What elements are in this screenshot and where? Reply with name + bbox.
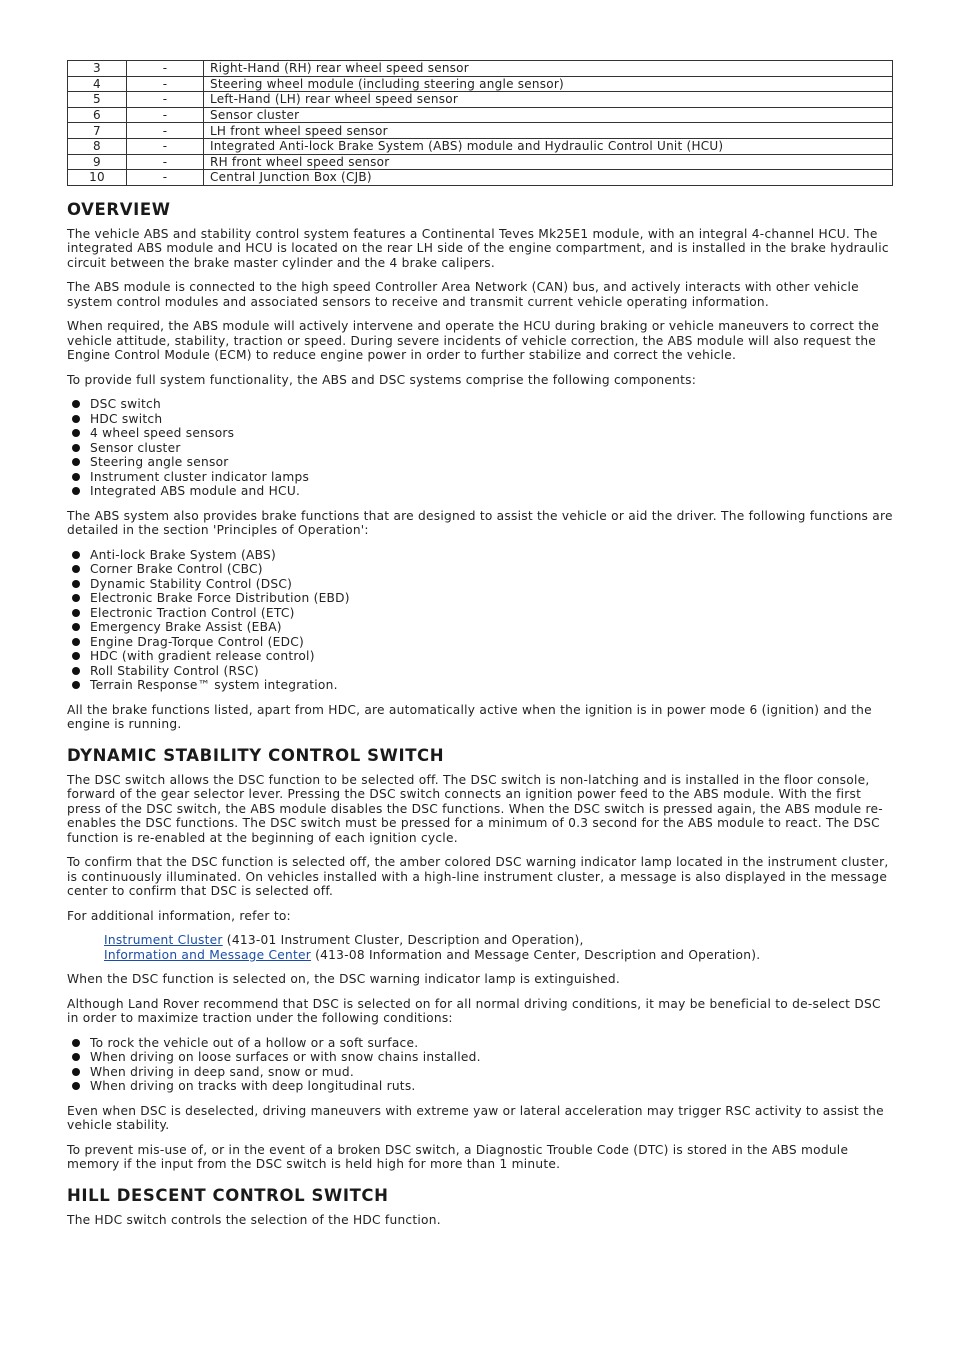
- hdc-paragraph-1: The HDC switch controls the selection of the HDC function.: [67, 1212, 441, 1227]
- reference-1: [104, 933, 893, 948]
- legend-dash-cell: -: [127, 92, 204, 108]
- reference-2-text: (413-08 Information and Message Center, Description and Operation).: [311, 947, 761, 962]
- legend-num-cell: 4: [68, 76, 127, 92]
- reference-2: [104, 948, 893, 963]
- table-row: [68, 107, 893, 123]
- legend-dash-cell: -: [127, 154, 204, 170]
- table-row: [68, 61, 893, 77]
- list-item-text: Engine Drag-Torque Control (EDC): [90, 634, 305, 649]
- list-item: [90, 635, 893, 650]
- list-item: [90, 678, 893, 693]
- list-item: [90, 441, 893, 456]
- list-item: [90, 455, 893, 470]
- dsc-paragraph-3: For additional information, refer to:: [67, 908, 291, 923]
- table-row: [68, 170, 893, 186]
- list-item: [90, 649, 893, 664]
- bullet-icon: [72, 667, 80, 675]
- bullet-icon: [72, 415, 80, 423]
- legend-desc-cell: Left-Hand (LH) rear wheel speed sensor: [204, 92, 893, 108]
- overview-paragraph-3: When required, the ABS module will actively intervene and operate the HCU during braking or vehicle maneuvers to correct the vehicle attitude, stability, traction or speed. During severe incidents of vehicle correction, the ABS module will also request the Engine Control Module (ECM) to reduce engine power in order to further stabilize and correct the vehicle.: [67, 319, 880, 363]
- dsc-paragraph-4: When the DSC function is selected on, the DSC warning indicator lamp is extinguished.: [67, 972, 620, 987]
- list-item: [90, 1050, 893, 1065]
- legend-num-cell: 9: [68, 154, 127, 170]
- legend-num-cell: 3: [68, 61, 127, 77]
- list-item-text: When driving on loose surfaces or with snow chains installed.: [90, 1050, 481, 1065]
- list-item-text: Dynamic Stability Control (DSC): [90, 576, 293, 591]
- list-item-text: To rock the vehicle out of a hollow or a soft surface.: [90, 1035, 419, 1050]
- list-item: [90, 484, 893, 499]
- list-item-text: Electronic Brake Force Distribution (EBD): [90, 591, 350, 606]
- table-row: [68, 92, 893, 108]
- list-item-text: Steering angle sensor: [90, 455, 229, 470]
- reference-1-text: (413-01 Instrument Cluster, Description and Operation),: [222, 933, 584, 948]
- bullet-icon: [72, 444, 80, 452]
- overview-paragraph-4: To provide full system functionality, the ABS and DSC systems comprise the following components:: [67, 372, 697, 387]
- dsc-paragraph-6: Even when DSC is deselected, driving maneuvers with extreme yaw or lateral acceleration may trigger RSC activity to assist the vehicle stability.: [67, 1103, 884, 1133]
- references-block: [104, 933, 893, 962]
- legend-num-cell: 7: [68, 123, 127, 139]
- instrument-cluster-link[interactable]: Instrument Cluster: [104, 933, 223, 948]
- list-item-text: Instrument cluster indicator lamps: [90, 469, 310, 484]
- message-center-link[interactable]: Information and Message Center: [104, 947, 312, 962]
- list-item-text: Emergency Brake Assist (EBA): [90, 620, 282, 635]
- hdc-heading: HILL DESCENT CONTROL SWITCH: [67, 1185, 389, 1205]
- bullet-icon: [72, 400, 80, 408]
- list-item: [90, 426, 893, 441]
- table-row: [68, 76, 893, 92]
- legend-num-cell: 10: [68, 170, 127, 186]
- dsc-heading: DYNAMIC STABILITY CONTROL SWITCH: [67, 745, 445, 765]
- list-item: [90, 1079, 893, 1094]
- bullet-icon: [72, 473, 80, 481]
- overview-paragraph-2: The ABS module is connected to the high speed Controller Area Network (CAN) bus, and actively interacts with other vehicle system control modules and associated sensors to receive and transmit current vehicle operating information.: [67, 280, 859, 309]
- component-legend-table: [67, 60, 893, 186]
- bullet-icon: [72, 580, 80, 588]
- dsc-paragraph-2: To confirm that the DSC function is selected off, the amber colored DSC warning indicator lamp located in the instrument cluster, is continuously illuminated. On vehicles installed with a high-line instrument cluster, a message is also displayed in the message center to confirm that DSC is selected off.: [67, 855, 889, 899]
- bullet-icon: [72, 565, 80, 573]
- bullet-icon: [72, 487, 80, 495]
- legend-dash-cell: -: [127, 138, 204, 154]
- list-item-text: Roll Stability Control (RSC): [90, 663, 259, 678]
- bullet-icon: [72, 594, 80, 602]
- table-row: [68, 123, 893, 139]
- deselect-conditions-list: [67, 1036, 893, 1094]
- legend-dash-cell: -: [127, 107, 204, 123]
- bullet-icon: [72, 1053, 80, 1061]
- dsc-paragraph-5: Although Land Rover recommend that DSC is selected on for all normal driving conditions, it may be beneficial to de-select DSC in order to maximize traction under the following conditions:: [67, 996, 881, 1026]
- list-item: [90, 548, 893, 563]
- bullet-icon: [72, 1039, 80, 1047]
- bullet-icon: [72, 609, 80, 617]
- bullet-icon: [72, 638, 80, 646]
- list-item-text: Terrain Response™ system integration.: [90, 678, 338, 693]
- table-row: [68, 154, 893, 170]
- overview-paragraph-6: All the brake functions listed, apart from HDC, are automatically active when the ignition is in power mode 6 (ignition) and the engine is running.: [67, 702, 872, 732]
- list-item-text: Sensor cluster: [90, 440, 181, 455]
- bullet-icon: [72, 652, 80, 660]
- legend-desc-cell: Central Junction Box (CJB): [204, 170, 893, 186]
- bullet-icon: [72, 1082, 80, 1090]
- list-item: [90, 606, 893, 621]
- legend-dash-cell: -: [127, 123, 204, 139]
- legend-desc-cell: Steering wheel module (including steering angle sensor): [204, 76, 893, 92]
- list-item-text: Integrated ABS module and HCU.: [90, 484, 301, 499]
- functions-list: [67, 548, 893, 693]
- list-item: [90, 577, 893, 592]
- list-item: [90, 412, 893, 427]
- dsc-paragraph-7: To prevent mis-use of, or in the event of a broken DSC switch, a Diagnostic Trouble Code (DTC) is stored in the ABS module memory if the input from the DSC switch is held high for more than 1 minute.: [67, 1142, 849, 1172]
- document-page: [67, 60, 893, 1237]
- overview-paragraph-5: The ABS system also provides brake functions that are designed to assist the vehicle or aid the driver. The following functions are detailed in the section 'Principles of Operation':: [67, 508, 893, 538]
- list-item: [90, 591, 893, 606]
- bullet-icon: [72, 623, 80, 631]
- list-item-text: Corner Brake Control (CBC): [90, 562, 263, 577]
- list-item-text: When driving on tracks with deep longitudinal ruts.: [90, 1079, 416, 1094]
- list-item-text: HDC switch: [90, 411, 163, 426]
- legend-num-cell: 6: [68, 107, 127, 123]
- list-item: [90, 562, 893, 577]
- overview-heading: OVERVIEW: [67, 199, 171, 219]
- legend-num-cell: 8: [68, 138, 127, 154]
- list-item: [90, 1036, 893, 1051]
- list-item: [90, 1065, 893, 1080]
- components-list: [67, 397, 893, 499]
- list-item-text: 4 wheel speed sensors: [90, 426, 235, 441]
- bullet-icon: [72, 458, 80, 466]
- list-item-text: Electronic Traction Control (ETC): [90, 605, 295, 620]
- legend-dash-cell: -: [127, 76, 204, 92]
- legend-desc-cell: Integrated Anti-lock Brake System (ABS) module and Hydraulic Control Unit (HCU): [204, 138, 893, 154]
- bullet-icon: [72, 429, 80, 437]
- overview-paragraph-1: The vehicle ABS and stability control system features a Continental Teves Mk25E1 module, with an integral 4-channel HCU. The integrated ABS module and HCU is located on the rear LH side of the engine compartment, and is installed in the brake hydraulic circuit between the brake master cylinder and the 4 brake calipers.: [67, 226, 889, 270]
- list-item: [90, 470, 893, 485]
- legend-dash-cell: -: [127, 170, 204, 186]
- dsc-paragraph-1: The DSC switch allows the DSC function to be selected off. The DSC switch is non-latching and is installed in the floor console, forward of the gear selector lever. Pressing the DSC switch connects an ignition power feed to the ABS module. With the first press of the DSC switch, the ABS module disables the DSC functions. When the DSC switch is pressed again, the ABS module re-enables the DSC functions. The DSC switch must be pressed for a minimum of 0.3 second for the ABS module to react. The DSC function is re-enabled at the beginning of each ignition cycle.: [67, 772, 883, 845]
- legend-desc-cell: Right-Hand (RH) rear wheel speed sensor: [204, 61, 893, 77]
- list-item: [90, 397, 893, 412]
- legend-num-cell: 5: [68, 92, 127, 108]
- table-row: [68, 138, 893, 154]
- legend-desc-cell: Sensor cluster: [204, 107, 893, 123]
- list-item: [90, 664, 893, 679]
- bullet-icon: [72, 551, 80, 559]
- list-item-text: Anti-lock Brake System (ABS): [90, 547, 276, 562]
- list-item-text: HDC (with gradient release control): [90, 649, 315, 664]
- legend-desc-cell: RH front wheel speed sensor: [204, 154, 893, 170]
- bullet-icon: [72, 1068, 80, 1076]
- list-item: [90, 620, 893, 635]
- legend-dash-cell: -: [127, 61, 204, 77]
- legend-desc-cell: LH front wheel speed sensor: [204, 123, 893, 139]
- list-item-text: When driving in deep sand, snow or mud.: [90, 1064, 354, 1079]
- list-item-text: DSC switch: [90, 397, 161, 412]
- bullet-icon: [72, 681, 80, 689]
